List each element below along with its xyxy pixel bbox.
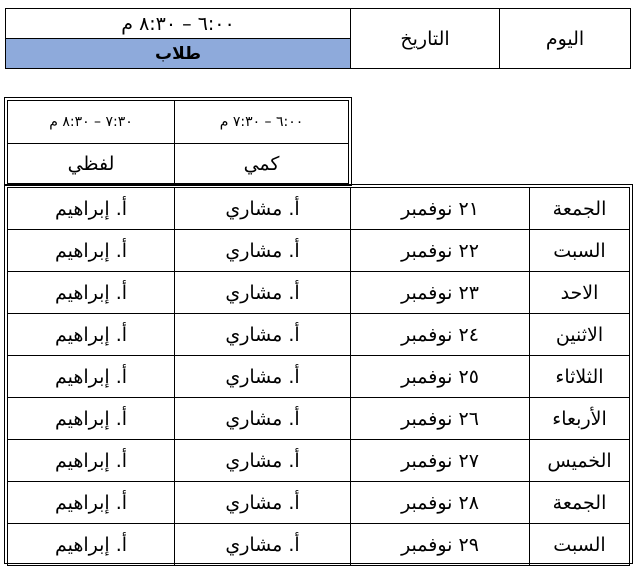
- subheader-slot1-time-cell: [174, 100, 349, 144]
- row-9-date: ٢٩ نوفمبر: [401, 533, 479, 556]
- row-4-date: ٢٤ نوفمبر: [401, 323, 479, 346]
- row-8-day-cell: [529, 481, 630, 524]
- row-6-slot2-teacher-cell: [7, 397, 175, 440]
- row-8-slot1-teacher: أ. مشاري: [225, 491, 300, 514]
- row-1-slot1-teacher: أ. مشاري: [225, 197, 300, 220]
- row-2-slot1-teacher: أ. مشاري: [225, 239, 300, 262]
- row-1-date: ٢١ نوفمبر: [401, 197, 479, 220]
- row-3-day: الاحد: [560, 281, 599, 304]
- row-8-date-cell: [350, 481, 530, 524]
- row-7-slot2-teacher: أ. إبراهيم: [54, 449, 128, 472]
- row-1-day-cell: [529, 187, 630, 230]
- row-6-date: ٢٦ نوفمبر: [401, 407, 479, 430]
- row-8-slot2-teacher-cell: [7, 481, 175, 524]
- row-9-day: السبت: [553, 533, 606, 556]
- row-3-day-cell: [529, 271, 630, 314]
- row-9-slot1-teacher-cell: [174, 523, 351, 566]
- row-4-slot1-teacher: أ. مشاري: [225, 323, 300, 346]
- row-7-slot1-teacher: أ. مشاري: [225, 449, 300, 472]
- header-time-label: ٦:٠٠ – ٨:٣٠ م: [121, 12, 235, 35]
- row-5-slot1-teacher-cell: [174, 355, 351, 398]
- row-6-day-cell: [529, 397, 630, 440]
- subheader-slot2-time-cell: [7, 100, 175, 144]
- row-1-slot2-teacher-cell: [7, 187, 175, 230]
- row-7-date-cell: [350, 439, 530, 482]
- row-4-slot2-teacher: أ. إبراهيم: [54, 323, 128, 346]
- row-9-date-cell: [350, 523, 530, 566]
- row-4-day: الاثنين: [555, 323, 604, 346]
- row-2-day-cell: [529, 229, 630, 272]
- row-7-slot1-teacher-cell: [174, 439, 351, 482]
- row-5-day-cell: [529, 355, 630, 398]
- row-1-slot2-teacher: أ. إبراهيم: [54, 197, 128, 220]
- subheader-slot1-time: ٦:٠٠ – ٧:٣٠ م: [219, 114, 304, 130]
- row-7-date: ٢٧ نوفمبر: [401, 449, 479, 472]
- row-2-date-cell: [350, 229, 530, 272]
- header-audience-label: طلاب: [155, 43, 202, 64]
- row-4-slot1-teacher-cell: [174, 313, 351, 356]
- subheader-slot2-time: ٧:٣٠ – ٨:٣٠ م: [49, 114, 133, 130]
- row-9-slot1-teacher: أ. مشاري: [225, 533, 300, 556]
- row-1-slot1-teacher-cell: [174, 187, 351, 230]
- header-date-cell: [350, 8, 500, 69]
- row-5-slot1-teacher: أ. مشاري: [225, 365, 300, 388]
- row-3-slot2-teacher: أ. إبراهيم: [54, 281, 128, 304]
- row-1-date-cell: [350, 187, 530, 230]
- row-9-slot2-teacher: أ. إبراهيم: [54, 533, 128, 556]
- row-4-date-cell: [350, 313, 530, 356]
- row-2-slot1-teacher-cell: [174, 229, 351, 272]
- header-time-cell: [5, 8, 351, 39]
- row-3-slot2-teacher-cell: [7, 271, 175, 314]
- row-2-date: ٢٢ نوفمبر: [401, 239, 479, 262]
- row-2-slot2-teacher: أ. إبراهيم: [54, 239, 128, 262]
- subheader-slot1-type-cell: [174, 143, 349, 184]
- row-5-slot2-teacher-cell: [7, 355, 175, 398]
- subheader-slot2-type: لفظي: [67, 152, 115, 175]
- row-8-slot1-teacher-cell: [174, 481, 351, 524]
- header-day-cell: [499, 8, 631, 69]
- row-4-day-cell: [529, 313, 630, 356]
- row-1-day: الجمعة: [552, 197, 607, 220]
- row-5-date-cell: [350, 355, 530, 398]
- row-6-day: الأربعاء: [552, 407, 607, 430]
- row-2-day: السبت: [553, 239, 606, 262]
- row-9-slot2-teacher-cell: [7, 523, 175, 566]
- row-6-slot2-teacher: أ. إبراهيم: [54, 407, 128, 430]
- subheader-slot1-type: كمي: [243, 152, 280, 175]
- row-8-day: الجمعة: [552, 491, 607, 514]
- subheader-slot2-type-cell: [7, 143, 175, 184]
- row-7-day: الخميس: [547, 449, 612, 472]
- header-day-label: اليوم: [545, 27, 585, 50]
- row-8-date: ٢٨ نوفمبر: [401, 491, 479, 514]
- row-9-day-cell: [529, 523, 630, 566]
- header-date-label: التاريخ: [400, 27, 450, 50]
- row-7-day-cell: [529, 439, 630, 482]
- row-5-day: الثلاثاء: [555, 365, 604, 388]
- row-6-slot1-teacher-cell: [174, 397, 351, 440]
- row-3-slot1-teacher: أ. مشاري: [225, 281, 300, 304]
- row-6-slot1-teacher: أ. مشاري: [225, 407, 300, 430]
- row-3-date-cell: [350, 271, 530, 314]
- row-4-slot2-teacher-cell: [7, 313, 175, 356]
- row-7-slot2-teacher-cell: [7, 439, 175, 482]
- row-8-slot2-teacher: أ. إبراهيم: [54, 491, 128, 514]
- row-6-date-cell: [350, 397, 530, 440]
- row-5-slot2-teacher: أ. إبراهيم: [54, 365, 128, 388]
- row-3-date: ٢٣ نوفمبر: [401, 281, 479, 304]
- row-2-slot2-teacher-cell: [7, 229, 175, 272]
- row-5-date: ٢٥ نوفمبر: [401, 365, 479, 388]
- header-audience-cell: [5, 38, 351, 69]
- row-3-slot1-teacher-cell: [174, 271, 351, 314]
